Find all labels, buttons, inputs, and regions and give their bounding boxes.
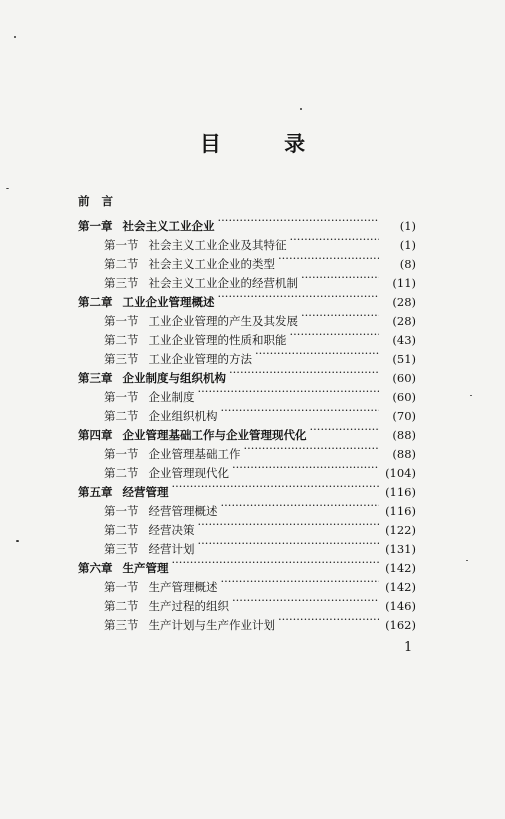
section-number: 第三节 (104, 618, 139, 632)
section-number: 第三节 (104, 542, 139, 556)
dot-leader (232, 458, 379, 477)
chapter-number: 第六章 (78, 561, 113, 575)
dot-leader (198, 534, 380, 553)
section-title: 企业管理现代化 (148, 466, 229, 480)
section-number: 第一节 (104, 314, 139, 328)
page-ref: (122) (385, 523, 416, 537)
dot-leader (301, 306, 379, 325)
page-number: 1 (404, 640, 413, 655)
page-ref: (1) (399, 219, 416, 233)
page-ref: (28) (392, 314, 416, 328)
page-ref: (162) (385, 618, 416, 632)
section-title: 生产过程的组织 (148, 599, 229, 613)
chapter-title: 生产管理 (122, 561, 169, 575)
page-ref: (104) (385, 466, 416, 480)
section-title: 工业企业管理的产生及其发展 (148, 314, 298, 328)
chapter-number: 第二章 (78, 295, 113, 309)
chapter-title: 社会主义工业企业 (122, 219, 215, 233)
dot-leader (255, 344, 379, 363)
section-title: 经营管理概述 (148, 504, 218, 518)
section-title: 社会主义工业企业的经营机制 (148, 276, 298, 290)
table-of-contents (78, 192, 416, 632)
section-title: 社会主义工业企业的类型 (148, 257, 275, 271)
section-number: 第二节 (104, 257, 139, 271)
chapter-number: 第一章 (78, 219, 113, 233)
dot-leader (301, 268, 379, 287)
dot-leader (221, 496, 380, 515)
dot-leader (198, 382, 380, 401)
section-number: 第一节 (104, 238, 139, 252)
section-title: 社会主义工业企业及其特征 (148, 238, 287, 252)
page-ref: (116) (385, 485, 416, 499)
page-title: 目 录 (199, 131, 334, 156)
section-number: 第一节 (104, 447, 139, 461)
page-ref: (60) (392, 390, 416, 404)
dot-leader (310, 420, 380, 439)
dot-leader (172, 553, 380, 572)
page-ref: (142) (385, 561, 416, 575)
page-ref: (88) (392, 447, 416, 461)
section-number: 第三节 (104, 276, 139, 290)
page-ref: (60) (392, 371, 416, 385)
section-number: 第二节 (104, 466, 139, 480)
section-title: 经营决策 (148, 523, 195, 537)
scan-speck (6, 188, 9, 189)
section-number: 第二节 (104, 599, 139, 613)
section-title: 经营计划 (148, 542, 195, 556)
scan-speck (14, 36, 16, 38)
chapter-number: 第三章 (78, 371, 113, 385)
dot-leader (232, 591, 379, 610)
dot-leader (221, 572, 380, 591)
page-ref: (43) (392, 333, 416, 347)
dot-leader (218, 287, 380, 306)
dot-leader (229, 363, 379, 382)
dot-leader (278, 610, 379, 629)
scan-speck (300, 108, 302, 110)
dot-leader (172, 477, 380, 496)
section-number: 第二节 (104, 333, 139, 347)
toc-preface (78, 192, 416, 211)
chapter-title: 企业管理基础工作与企业管理现代化 (122, 428, 307, 442)
page-ref: (131) (385, 542, 416, 556)
section-number: 第二节 (104, 523, 139, 537)
section-title: 工业企业管理的性质和职能 (148, 333, 287, 347)
section-number: 第一节 (104, 504, 139, 518)
dot-leader (198, 515, 380, 534)
section-number: 第一节 (104, 390, 139, 404)
section-title: 生产计划与生产作业计划 (148, 618, 275, 632)
section-title: 生产管理概述 (148, 580, 218, 594)
page-ref: (146) (385, 599, 416, 613)
section-number: 第一节 (104, 580, 139, 594)
section-number: 第二节 (104, 409, 139, 423)
chapter-title: 经营管理 (122, 485, 169, 499)
chapter-title: 企业制度与组织机构 (122, 371, 226, 385)
chapter-title: 工业企业管理概述 (122, 295, 215, 309)
section-title: 工业企业管理的方法 (148, 352, 252, 366)
scan-speck (470, 395, 472, 396)
section-title: 企业管理基础工作 (148, 447, 241, 461)
scan-speck (466, 560, 468, 561)
toc-preface-label: 前 言 (78, 194, 118, 208)
section-number: 第三节 (104, 352, 139, 366)
page-ref: (8) (399, 257, 416, 271)
dot-leader (244, 439, 380, 458)
chapter-number: 第五章 (78, 485, 113, 499)
dot-leader (290, 230, 380, 249)
page-ref: (11) (392, 276, 416, 290)
page-ref: (116) (385, 504, 416, 518)
dot-leader (278, 249, 379, 268)
page-ref: (70) (392, 409, 416, 423)
page-ref: (51) (392, 352, 416, 366)
toc-chapter-row (78, 211, 416, 233)
section-title: 企业组织机构 (148, 409, 218, 423)
dot-leader (218, 211, 380, 230)
page-ref: (88) (392, 428, 416, 442)
section-title: 企业制度 (148, 390, 195, 404)
scan-speck (16, 540, 19, 542)
page-ref: (142) (385, 580, 416, 594)
dot-leader (290, 325, 380, 344)
chapter-number: 第四章 (78, 428, 113, 442)
dot-leader (221, 401, 380, 420)
page-ref: (28) (392, 295, 416, 309)
page-ref: (1) (399, 238, 416, 252)
